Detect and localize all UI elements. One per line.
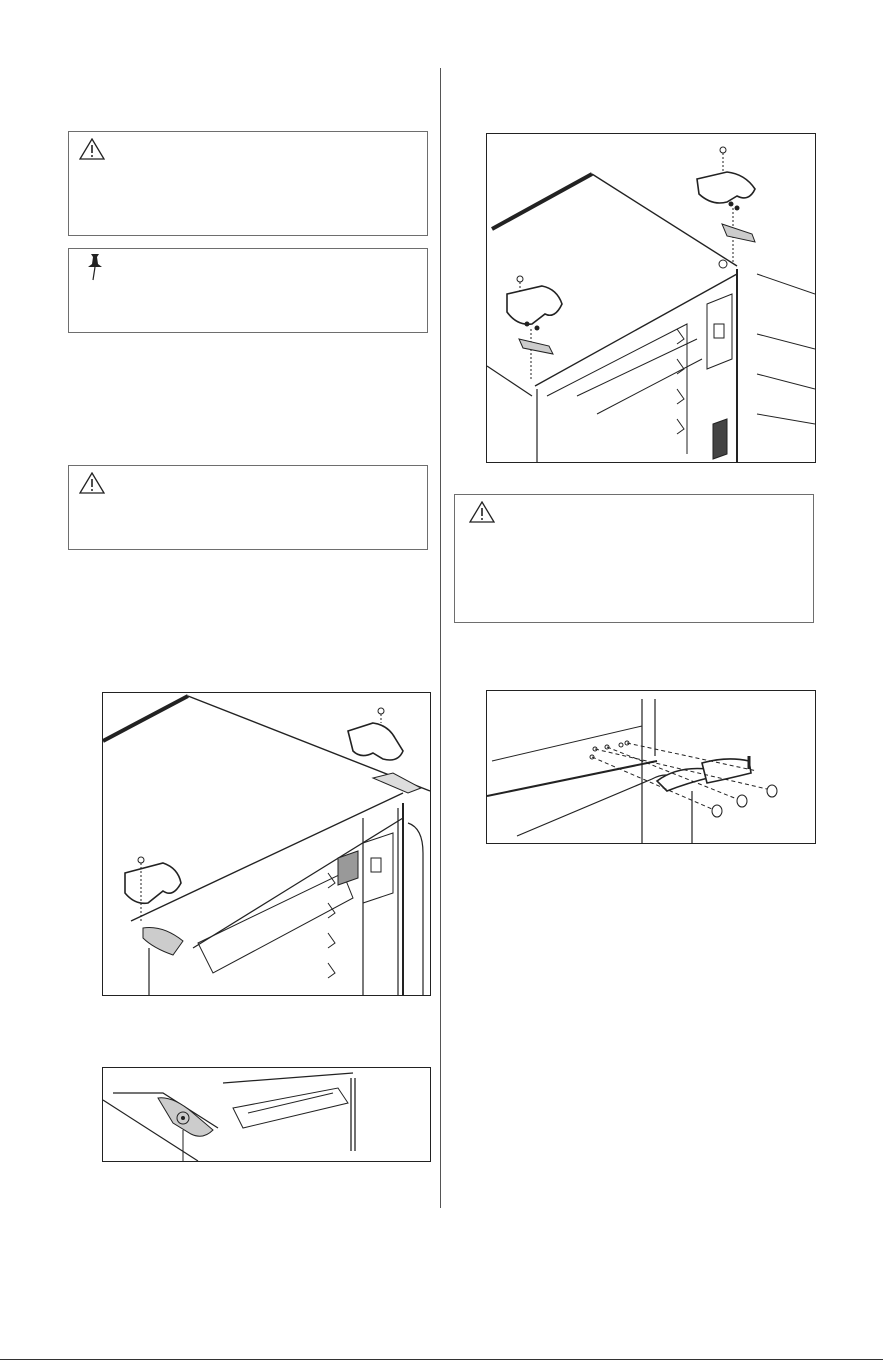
note-box-1 bbox=[68, 248, 428, 333]
warning-triangle-icon bbox=[469, 501, 495, 523]
figure-top-hinge-cover bbox=[102, 692, 431, 996]
warning-triangle-icon bbox=[79, 472, 105, 494]
pushpin-icon bbox=[85, 252, 107, 282]
hinge-bracket-illustration bbox=[487, 134, 815, 462]
hinge-cover-illustration bbox=[103, 693, 430, 995]
lower-hinge-screws-illustration bbox=[487, 691, 815, 843]
bottom-hinge-illustration bbox=[103, 1068, 430, 1161]
figure-lower-hinge-screws bbox=[486, 690, 816, 844]
warning-box-3 bbox=[454, 494, 814, 623]
figure-bottom-hinge-detail bbox=[102, 1067, 431, 1162]
column-divider bbox=[440, 68, 441, 1208]
figure-hinge-bracket-exploded bbox=[486, 133, 816, 463]
warning-triangle-icon bbox=[79, 138, 105, 160]
warning-box-2 bbox=[68, 465, 428, 550]
warning-box-1 bbox=[68, 131, 428, 236]
page-bottom-rule bbox=[0, 1359, 883, 1360]
